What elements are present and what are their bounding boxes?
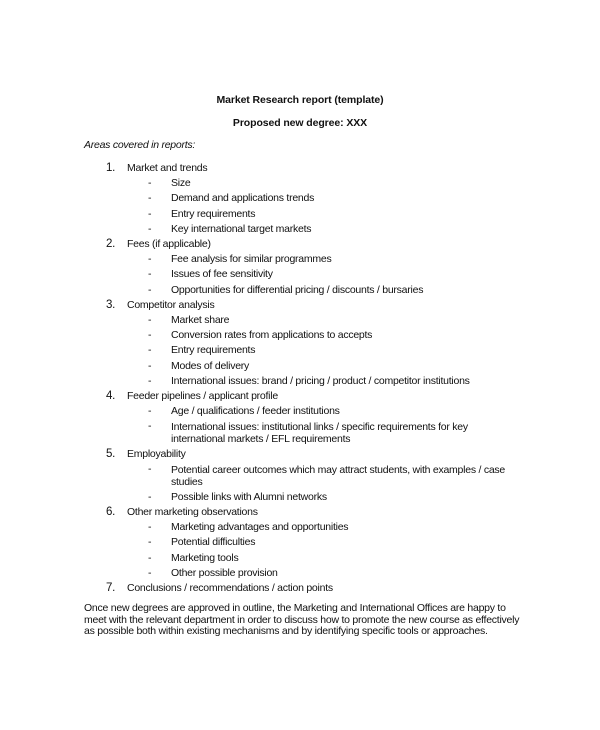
section-number: 2. — [106, 238, 116, 250]
section-items — [0, 520, 600, 581]
list-item-text: Size — [171, 177, 191, 190]
list-item-text: Potential difficulties — [171, 536, 256, 549]
section-number: 1. — [106, 162, 116, 174]
list-item-text: Age / qualifications / feeder institutions — [171, 405, 340, 418]
dash-bullet-icon: - — [148, 313, 152, 326]
list-item-text: Potential career outcomes which may attract students, with examples / case studies — [171, 463, 505, 488]
list-item — [0, 359, 600, 374]
section-heading — [0, 505, 600, 520]
dash-bullet-icon: - — [148, 253, 152, 266]
list-item-text: Fee analysis for similar programmes — [171, 253, 332, 266]
section-4 — [0, 389, 600, 447]
section-number: 4. — [106, 390, 116, 402]
section-7 — [0, 581, 600, 596]
section-label: Employability — [127, 447, 186, 460]
section-items — [0, 252, 600, 298]
list-item-text: Key international target markets — [171, 222, 312, 235]
dash-bullet-icon: - — [148, 177, 152, 190]
dash-bullet-icon: - — [148, 207, 152, 220]
list-item-text: Conversion rates from applications to accepts — [171, 329, 373, 342]
list-item-text: International issues: institutional links / specific requirements for key international markets / EFL requirements — [171, 420, 468, 446]
list-item — [0, 374, 600, 389]
dash-bullet-icon: - — [148, 536, 152, 549]
section-number: 5. — [106, 447, 116, 460]
dash-bullet-icon: - — [148, 374, 152, 387]
section-heading — [0, 161, 600, 176]
list-item-text: Modes of delivery — [171, 359, 250, 372]
section-number: 7. — [106, 581, 116, 594]
list-item — [0, 176, 600, 191]
section-items — [0, 404, 600, 447]
list-item — [0, 222, 600, 237]
list-item-text: Market share — [171, 313, 230, 326]
section-items — [0, 313, 600, 389]
list-item — [0, 404, 600, 419]
section-number: 6. — [106, 505, 116, 518]
list-item-text: Other possible provision — [171, 566, 278, 579]
section-label: Conclusions / recommendations / action points — [127, 581, 333, 594]
section-label: Fees (if applicable) — [127, 238, 211, 250]
list-item — [0, 283, 600, 298]
section-1 — [0, 161, 600, 237]
section-items — [0, 176, 600, 237]
list-item — [0, 566, 600, 581]
list-item — [0, 520, 600, 535]
dash-bullet-icon: - — [148, 359, 152, 372]
dash-bullet-icon: - — [148, 283, 152, 296]
section-5 — [0, 447, 600, 505]
list-item — [0, 191, 600, 206]
dash-bullet-icon: - — [148, 268, 152, 281]
list-item — [0, 267, 600, 282]
list-item — [0, 252, 600, 267]
areas-intro: Areas covered in reports: — [84, 139, 196, 151]
dash-bullet-icon: - — [148, 192, 152, 205]
list-item-text: Issues of fee sensitivity — [171, 268, 273, 281]
section-heading — [0, 298, 600, 313]
dash-bullet-icon: - — [148, 566, 152, 579]
areas-list — [0, 161, 600, 596]
dash-bullet-icon: - — [148, 405, 152, 418]
list-item-text: Marketing advantages and opportunities — [171, 521, 349, 534]
list-item-text: Entry requirements — [171, 207, 256, 220]
dash-bullet-icon: - — [148, 222, 152, 235]
dash-bullet-icon: - — [148, 490, 152, 503]
list-item — [0, 490, 600, 505]
list-item — [0, 535, 600, 550]
dash-bullet-icon: - — [148, 344, 152, 357]
list-item — [0, 551, 600, 566]
section-heading — [0, 581, 600, 596]
list-item-text: Marketing tools — [171, 551, 239, 564]
section-heading — [0, 447, 600, 462]
report-subtitle: Proposed new degree: XXX — [232, 117, 368, 129]
section-label: Market and trends — [127, 162, 208, 174]
section-label: Competitor analysis — [127, 298, 215, 311]
list-item — [0, 419, 600, 447]
section-label: Other marketing observations — [127, 505, 258, 518]
closing-paragraph: Once new degrees are approved in outline, the Marketing and International Offices are happy to meet with the relevant department in order to discuss how to promote the new course as effectively as possible both within existing mechanisms and by identifying specific tools or approaches. — [84, 602, 520, 638]
list-item — [0, 343, 600, 358]
list-item — [0, 207, 600, 222]
list-item-text: Opportunities for differential pricing / discounts / bursaries — [171, 283, 424, 296]
dash-bullet-icon: - — [148, 420, 152, 433]
list-item-text: Possible links with Alumni networks — [171, 490, 327, 503]
dash-bullet-icon: - — [148, 329, 152, 342]
report-title: Market Research report (template) — [216, 94, 384, 106]
dash-bullet-icon: - — [148, 521, 152, 534]
list-item-text: International issues: brand / pricing / product / competitor institutions — [171, 374, 470, 387]
section-items — [0, 462, 600, 505]
section-6 — [0, 505, 600, 581]
list-item-text: Entry requirements — [171, 344, 256, 357]
section-heading — [0, 237, 600, 252]
dash-bullet-icon: - — [148, 463, 152, 476]
section-2 — [0, 237, 600, 298]
list-item — [0, 313, 600, 328]
section-3 — [0, 298, 600, 389]
list-item-text: Demand and applications trends — [171, 192, 315, 205]
dash-bullet-icon: - — [148, 551, 152, 564]
section-heading — [0, 389, 600, 404]
section-label: Feeder pipelines / applicant profile — [127, 390, 278, 402]
section-number: 3. — [106, 298, 116, 311]
list-item — [0, 462, 600, 490]
list-item — [0, 328, 600, 343]
